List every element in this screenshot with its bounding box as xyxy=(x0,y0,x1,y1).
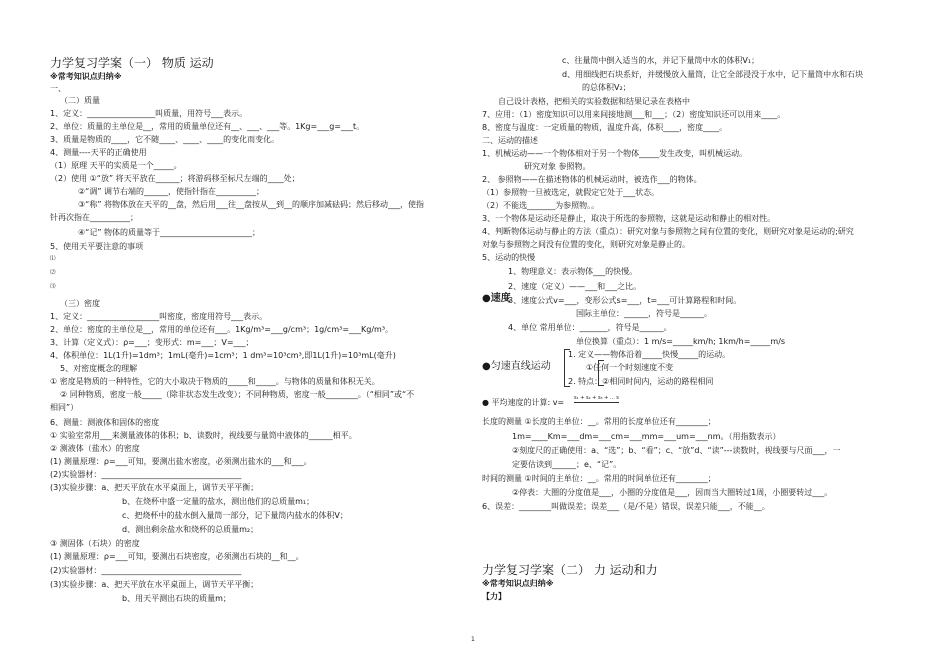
text-line: ②刻度尺的正确使用：a、“选”；b、“看”；c、“放”d、“读”---读数时，视线要与尺面___，一 xyxy=(512,446,841,455)
text-line: ① 密度是物质的一种特性，它的大小取决于物质的_____和_____。与物体的质量和体积无关。 xyxy=(50,377,380,386)
text-line: ● 平均速度的计算: v= xyxy=(482,398,565,407)
text-line: d、用细线把石块系好，并缓慢放入量筒，让它全部浸没于水中，记下量筒中水和石块 xyxy=(562,70,864,79)
text-line: 【力】 xyxy=(482,592,506,601)
text-line: 4、测量----天平的正确使用 xyxy=(50,148,147,157)
text-line: 4、单位 常用单位：_______，符号是______。 xyxy=(508,323,672,332)
text-line: ②“调” 调节右端的______，使指针指在__________； xyxy=(78,187,265,196)
text-line: 2、单位：质量的主单位是__，常用的质量单位还有__、___、___等。1Kg=___g=___t。 xyxy=(50,122,365,131)
text-line: 相同”） xyxy=(50,403,79,412)
text-line: 2、 参照物——在描述物体的机械运动时，被选作___的物体。 xyxy=(482,175,702,184)
text-line: (2)实验器材：___________________________________ xyxy=(50,566,242,575)
feature-brace xyxy=(598,360,604,386)
text-line: （2）使用 ①“放” 将天平放在______；将游码移至标尺左端的____处； xyxy=(50,174,300,183)
text-line: 5、对密度概念的理解 xyxy=(60,364,138,373)
text-line: ※常考知识点归纳※ xyxy=(482,579,554,588)
text-line: 研究对象 参照物。 xyxy=(524,162,591,171)
text-line: 一、 xyxy=(50,84,66,93)
text-line: （2）不能选_______为参照物。。 xyxy=(482,201,600,210)
uniform-motion-label: ●匀速直线运动 xyxy=(482,361,551,372)
text-line: 1、定义：__________________叫密度，密度用符号___表示。 xyxy=(50,312,268,321)
text-line: 1、机械运动——一个物体相对于另一个物体_____发生改变，叫机械运动。 xyxy=(482,149,748,158)
text-line: 1m=____Km=___dm=___cm=___mm=___um=___nm。（用指数表示） xyxy=(512,432,781,441)
text-line: 2. 特点：②相同时间内，运动的路程相同 xyxy=(568,377,714,386)
text-line: 1、定义：_________________叫质量，用符号___表示。 xyxy=(50,109,248,118)
text-line: 2、速度（定义）——___和___之比。 xyxy=(508,282,642,291)
text-line: (1) 测量原理：ρ=___可知，要测出盐水密度，必须测出盐水的___和___。 xyxy=(50,457,312,466)
text-line: （三）密度 xyxy=(60,299,100,308)
text-line: ③“称” 将物体放在天平的__盘，然后用___往__盘按从__到__的顺序加减砝码；然后移动___，使指 xyxy=(78,200,425,209)
text-line: ①任何一个时刻速度不变 xyxy=(586,363,674,372)
text-line: ⑵ xyxy=(50,270,56,276)
text-line: 8、密度与温度：一定质量的物质，温度升高，体积____，密度____。 xyxy=(482,123,728,132)
text-line: ②停表：大圈的分度值是___，小圈的分度值是___，因而当大圈转过1周，小圈要转过___。 xyxy=(512,488,833,497)
text-line: ② 测液体（盐水）的密度 xyxy=(50,444,140,453)
text-line: 长度的测量 ①长度的主单位：__。常用的长度单位还有________； xyxy=(482,417,716,426)
text-line: 的总体积V₂； xyxy=(582,83,631,92)
text-line: 自己设计表格，把相关的实验数据和结果记录在表格中 xyxy=(498,97,690,106)
text-line: 5、运动的快慢 xyxy=(482,253,536,262)
text-line: c、把烧杯中的盐水倒入量筒一部分，记下量筒内盐水的体积V； xyxy=(122,511,348,520)
text-line: 1、物理意义：表示物体___的快慢。 xyxy=(508,267,638,276)
text-line: (3)实验步骤：a、把天平放在水平桌面上，调节天平平衡； xyxy=(50,483,259,492)
text-line: （二）质量 xyxy=(60,96,100,105)
text-line: b、在烧杯中盛一定量的盐水，测出他们的总质量m₁； xyxy=(122,497,315,506)
avg-speed-fraction: s₁ + s₂ + s₃ + ... s xyxy=(574,395,619,401)
text-line: ⑶ xyxy=(50,284,56,290)
text-line: ⑴ xyxy=(50,256,56,262)
text-line: b、用天平测出石块的质量m； xyxy=(122,594,231,603)
text-line: 2、单位：密度的主单位是__，常用的单位还有___。1Kg/m³=___g/cm³；1g/cm³=___Kg/m³。 xyxy=(50,325,394,334)
text-line: 对象与参照物之间没有位置的变化，则研究对象是静止的。 xyxy=(482,240,690,249)
text-line: c、往量筒中倒入适当的水，并记下量筒中水的体积V₁； xyxy=(562,56,760,65)
text-line: 力学复习学案（二） 力 运动和力 xyxy=(482,563,658,577)
text-line: 定要估读到______；e、“记”。 xyxy=(512,460,622,469)
text-line: d、测出剩余盐水和烧杯的总质量m₂； xyxy=(122,525,259,534)
text-line: 3、计算（定义式）：ρ=___；变形式：m=___；V=___； xyxy=(50,338,254,347)
text-line: 6、测量：测液体和固体的密度 xyxy=(50,418,160,427)
text-line: 6、误差：________叫做误差；误差___（是/不是）错误，误差只能___，不能__。 xyxy=(482,502,770,511)
text-line: （1）参照物一旦被选定，就假定它处于___状态。 xyxy=(482,188,660,197)
text-line: 3、速度公式v=___，变形公式s=___，t=___可计算路程和时间。 xyxy=(508,296,742,305)
text-line: 力学复习学案（一） 物质 运动 xyxy=(50,56,214,70)
text-line: 7、应用：（1）密度知识可以用来间接地测___和___；（2）密度知识还可以用来____。 xyxy=(482,110,786,119)
text-line: 3、一个物体是运动还是静止，取决于所选的参照物，这就是运动和静止的相对性。 xyxy=(482,214,776,223)
text-line: 单位换算（重点）：1 m/s=_____km/h; 1km/h=_____m/s xyxy=(576,337,786,346)
text-line: (1) 测量原理：ρ=___可知，要测出石块密度，必须测出石块的__和__。 xyxy=(50,552,304,561)
text-line: 时间的测量 ①时间的主单位：__。常用的时间单位还有________； xyxy=(482,474,716,483)
text-line: (3)实验步骤：a、把天平放在水平桌面上，调节天平平衡； xyxy=(50,580,259,589)
speed-label: ●速度 xyxy=(482,293,511,304)
text-line: ② 同种物质，密度一般_____（除非状态发生改变）；不同种物质，密度一般________。（“相同”或“不 xyxy=(60,390,415,399)
uniform-brace xyxy=(564,349,570,387)
text-line: 5、使用天平要注意的事项 xyxy=(50,242,144,251)
text-line: (2)实验器材：___________________________________ xyxy=(50,470,242,479)
text-line: ④“记” 物体的质量等于_______________________； xyxy=(78,228,261,237)
text-line: 1. 定义——物体沿着_____快慢_____的运动。 xyxy=(568,350,731,359)
text-line: 4、体积单位：1L(1升)=1dm³；1mL(毫升)=1cm³；1 dm³=10³cm³,即1L(1升)=10³mL(毫升) xyxy=(50,351,396,360)
page-number: 1 xyxy=(471,636,475,643)
text-line: ③ 测固体（石块）的密度 xyxy=(50,539,140,548)
text-line: （1）原理 天平的实质是一个_____。 xyxy=(50,161,182,170)
text-line: 4、判断物体运动与静止的方法（重点）：研究对象与参照物之间有位置的变化，则研究对象是运动的;研究 xyxy=(482,227,854,236)
text-line: 二、运动的描述 xyxy=(482,136,538,145)
text-line: 3、质量是物质的____，它不随____、____、____的变化而变化。 xyxy=(50,135,280,144)
text-line: ① 实验室常用___来测量液体的体积；b、读数时，视线要与量筒中液体的______相平。 xyxy=(50,431,357,440)
text-line: 国际主单位：______，符号是______。 xyxy=(576,309,712,318)
text-line: ※常考知识点归纳※ xyxy=(50,72,122,81)
text-line: 针再次指在__________； xyxy=(50,213,138,222)
